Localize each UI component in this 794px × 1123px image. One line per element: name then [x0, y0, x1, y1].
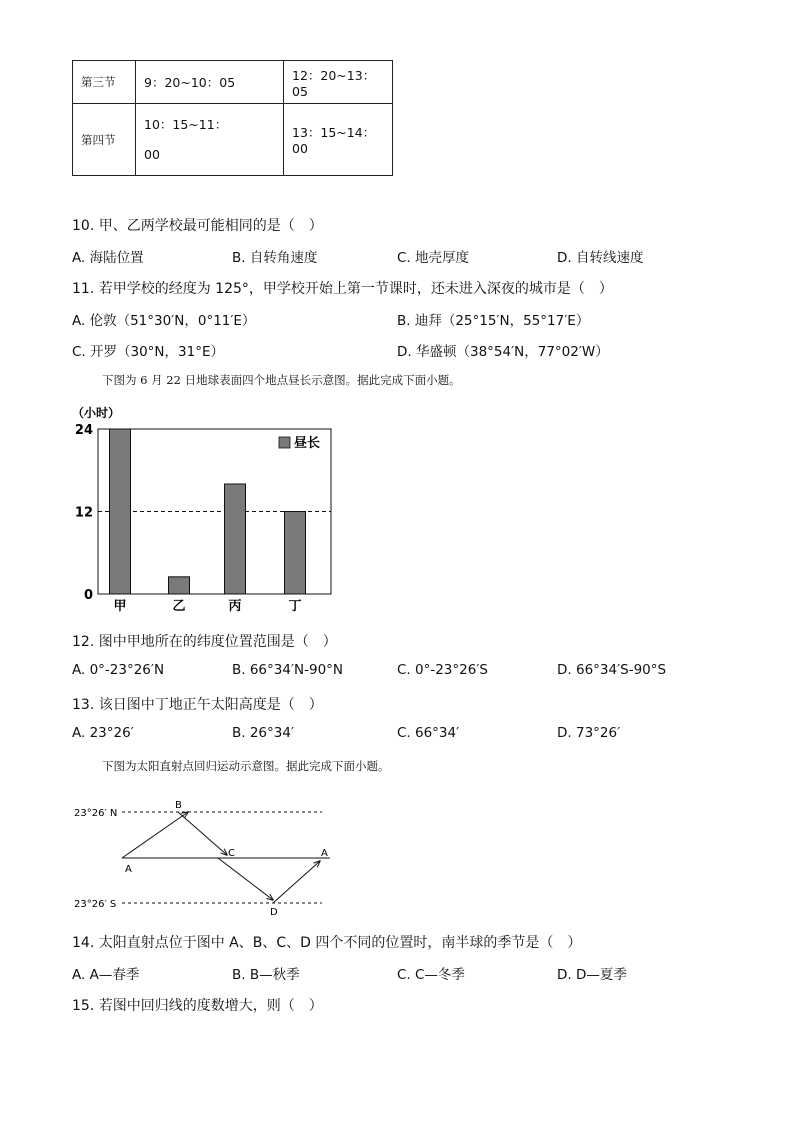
bar-4	[285, 512, 306, 595]
y-tick-label: 12	[74, 505, 93, 521]
q15-stem: 15. 若图中回归线的度数增大，则（ ）	[72, 998, 323, 1014]
q11-option-d[interactable]: D. 华盛顿（38°54′N，77°02′W）	[397, 344, 609, 360]
bar-3	[225, 484, 246, 594]
legend-swatch	[279, 437, 290, 448]
y-tick-label: 0	[83, 588, 93, 603]
period-3-yi-time: 12：20~13：05	[284, 61, 393, 104]
q12-stem: 12. 图中甲地所在的纬度位置范围是（ ）	[72, 634, 337, 650]
q10-stem: 10. 甲、乙两学校最可能相同的是（ ）	[72, 218, 323, 234]
period-4-jia-time	[136, 104, 284, 176]
q14-option-a[interactable]: A. A—春季	[72, 967, 140, 983]
tropic-south-label: 23°26′ S	[74, 899, 117, 910]
legend-label: 昼长	[294, 436, 321, 451]
point-d-label: D	[270, 907, 278, 918]
q10-option-b[interactable]: B. 自转角速度	[232, 250, 318, 266]
q13-option-a[interactable]: A. 23°26′	[72, 725, 134, 741]
period-3-jia-time: 9：20~10：05	[136, 61, 284, 104]
q13-option-b[interactable]: B. 26°34′	[232, 725, 295, 741]
chart-ylabel: （小时）	[72, 406, 121, 420]
q10-option-a[interactable]: A. 海陆位置	[72, 250, 144, 266]
q14-option-c[interactable]: C. C—冬季	[397, 967, 465, 983]
q11-option-a[interactable]: A. 伦敦（51°30′N，0°11′E）	[72, 313, 256, 329]
period-4-yi-time: 13：15~14：00	[284, 104, 393, 176]
q11-stem: 11. 若甲学校的经度为 125°，甲学校开始上第一节课时，还未进入深夜的城市是（ ）	[72, 281, 613, 297]
y-tick-label: 24	[74, 423, 93, 438]
intro-daylength: 下图为 6 月 22 日地球表面四个地点昼长示意图。据此完成下面小题。	[102, 373, 461, 387]
intro-sunpoint: 下图为太阳直射点回归运动示意图。据此完成下面小题。	[102, 759, 390, 773]
point-a-right-label: A	[321, 848, 328, 859]
q13-stem: 13. 该日图中丁地正午太阳高度是（ ）	[72, 697, 323, 713]
q12-option-a[interactable]: A. 0°-23°26′N	[72, 662, 165, 678]
period-4-label: 第四节	[73, 104, 136, 176]
x-category-label: 甲	[113, 599, 127, 614]
period-4-jia-time-line1: 10：15~11：	[144, 116, 228, 132]
tropic-north-label: 23°26′ N	[74, 808, 118, 819]
path-a-to-b	[122, 812, 188, 858]
q11-option-c[interactable]: C. 开罗（30°N，31°E）	[72, 344, 224, 360]
x-category-label: 乙	[172, 599, 186, 614]
q14-stem: 14. 太阳直射点位于图中 A、B、C、D 四个不同的位置时，南半球的季节是（ ）	[72, 935, 582, 951]
q13-option-d[interactable]: D. 73°26′	[557, 725, 621, 741]
path-c-to-d	[218, 858, 273, 900]
period-4-jia-time-line2: 00	[144, 146, 160, 162]
daylength-chart	[60, 398, 350, 618]
q12-option-b[interactable]: B. 66°34′N-90°N	[232, 662, 344, 678]
q14-option-d[interactable]: D. D—夏季	[557, 967, 627, 983]
x-category-label: 丁	[288, 599, 302, 614]
q10-option-c[interactable]: C. 地壳厚度	[397, 250, 470, 266]
point-a-left-label: A	[125, 864, 132, 875]
q14-option-b[interactable]: B. B—秋季	[232, 967, 300, 983]
q11-option-b[interactable]: B. 迪拜（25°15′N，55°17′E）	[397, 313, 590, 329]
period-3-label: 第三节	[73, 61, 136, 104]
point-c-label: C	[228, 848, 235, 859]
q12-option-c[interactable]: C. 0°-23°26′S	[397, 662, 488, 678]
bar-2	[169, 577, 190, 594]
x-category-label: 丙	[228, 599, 242, 614]
point-b-label: B	[175, 800, 182, 811]
q10-option-d[interactable]: D. 自转线速度	[557, 250, 644, 266]
q13-option-c[interactable]: C. 66°34′	[397, 725, 460, 741]
schedule-table	[72, 60, 393, 176]
q12-option-d[interactable]: D. 66°34′S-90°S	[557, 662, 667, 678]
sunpoint-diagram	[72, 795, 342, 920]
bar-1	[110, 429, 131, 594]
path-b-to-c	[178, 812, 227, 855]
path-d-to-a	[273, 861, 320, 903]
